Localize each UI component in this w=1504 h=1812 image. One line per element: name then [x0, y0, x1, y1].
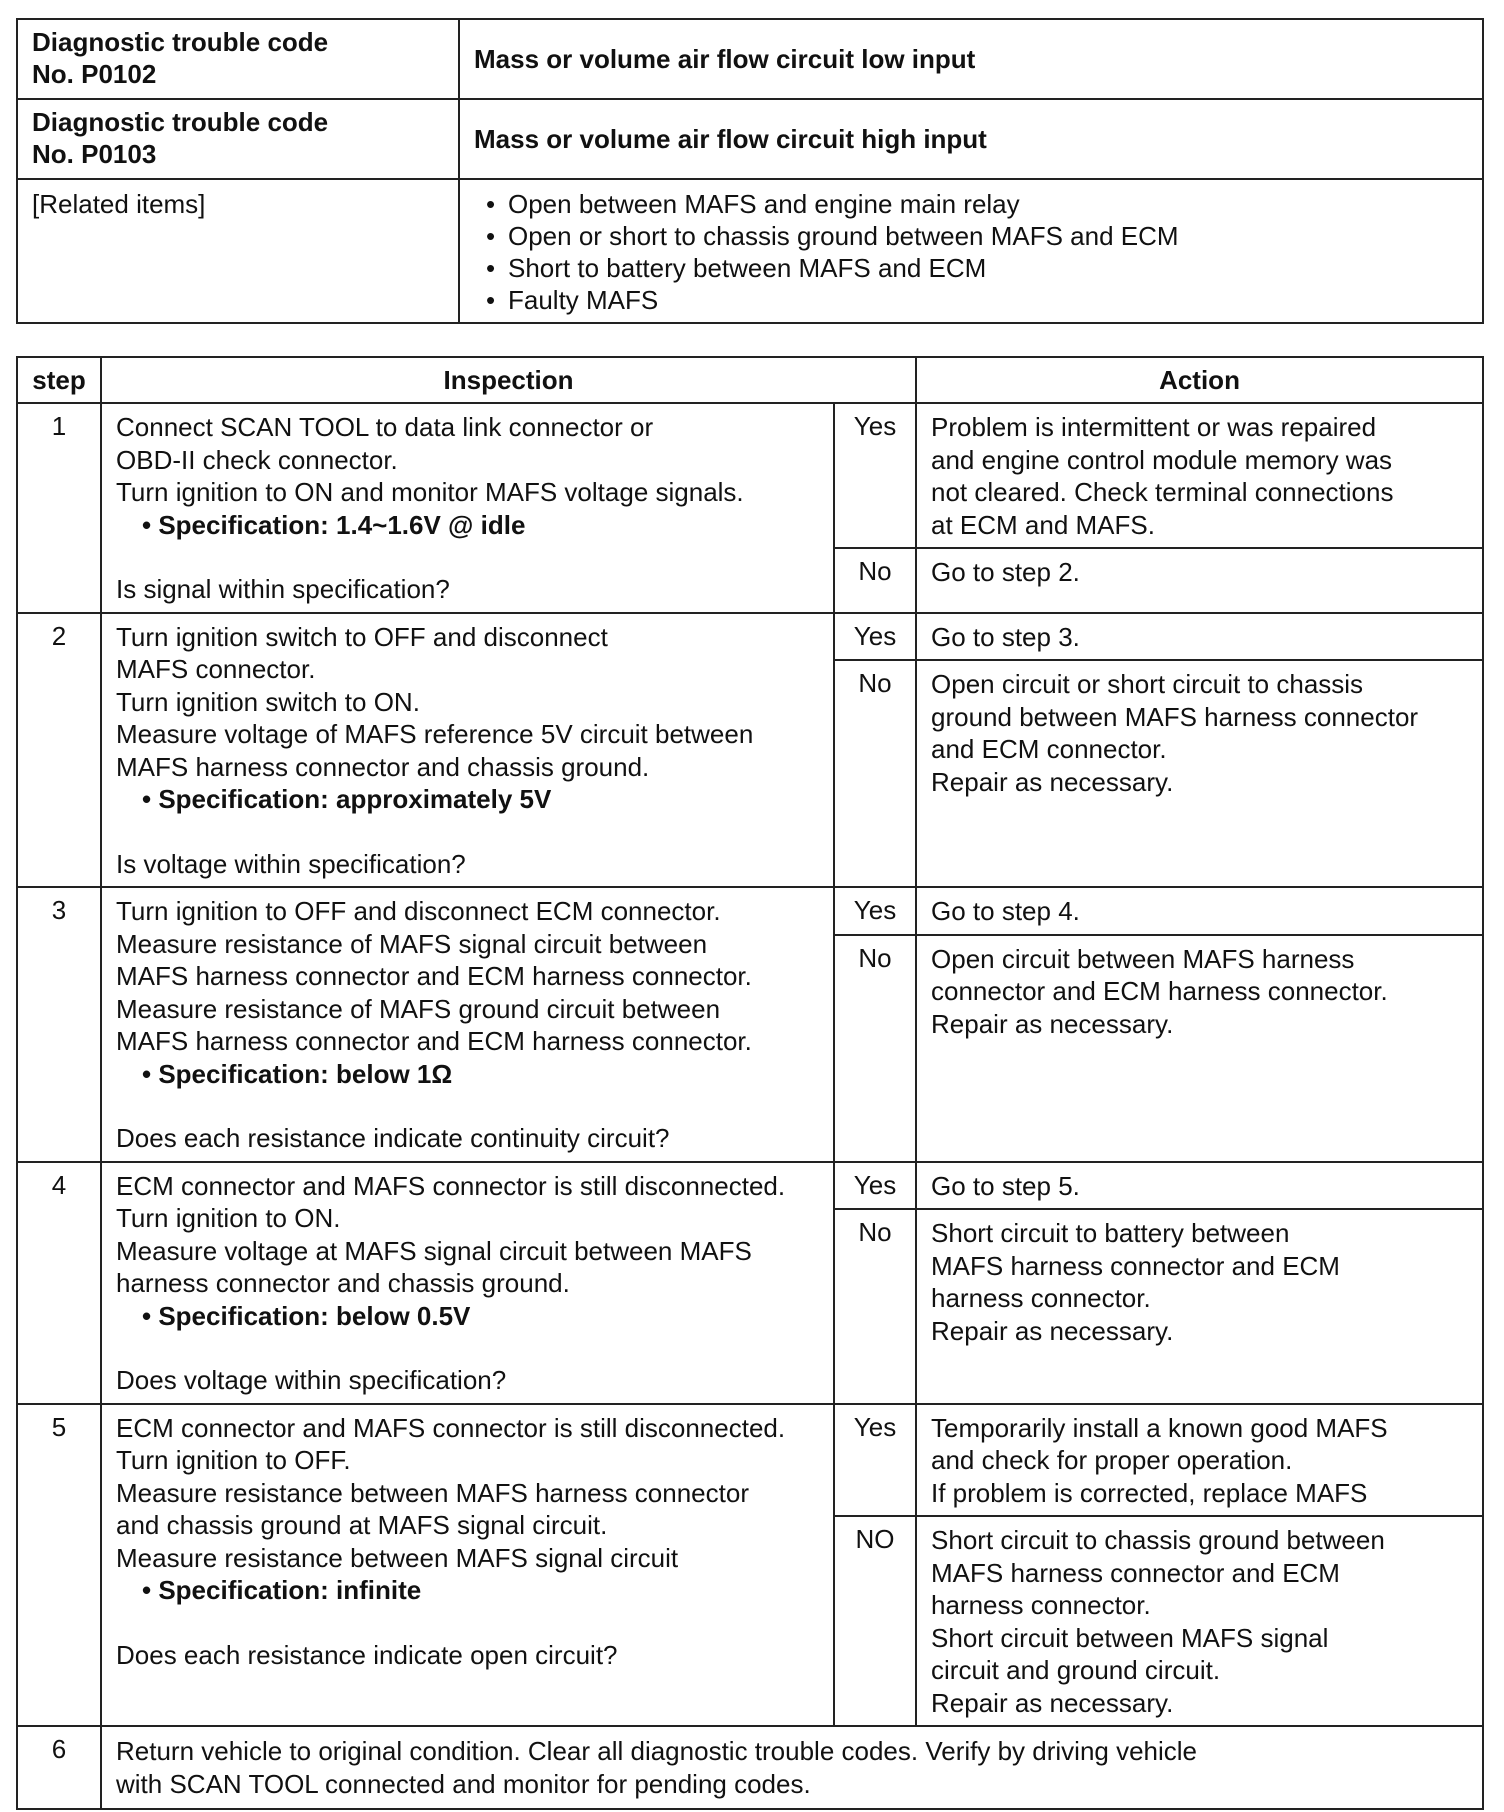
dtc-description: Mass or volume air flow circuit high input: [459, 99, 1483, 179]
action-line: Open circuit or short circuit to chassis: [931, 669, 1364, 699]
action-line: ground between MAFS harness connector: [931, 701, 1419, 732]
inspection-question: Does each resistance indicate continuity circuit?: [116, 1123, 670, 1153]
yes-action: [916, 887, 1483, 935]
action-line: Repair as necessary.: [931, 1008, 1174, 1039]
inspection-line: MAFS connector.: [116, 654, 316, 684]
inspection-line: Measure voltage of MAFS reference 5V circuit between: [116, 719, 754, 749]
no-action: [916, 548, 1483, 613]
dtc-code: No. P0103: [32, 139, 157, 169]
inspection-column-header: Inspection: [101, 357, 916, 403]
action-line: harness connector.: [931, 1590, 1151, 1620]
step-row: [17, 613, 1483, 661]
dtc-label: [17, 99, 459, 179]
inspection-line: harness connector and chassis ground.: [116, 1268, 570, 1298]
step-row: [17, 403, 1483, 548]
inspection-line: ECM connector and MAFS connector is still disconnected.: [116, 1170, 786, 1201]
inspection-line: Turn ignition switch to OFF and disconnect: [116, 621, 608, 652]
inspection-line: and chassis ground at MAFS signal circuit.: [116, 1510, 608, 1540]
action-line: and check for proper operation.: [931, 1445, 1293, 1475]
inspection-line: MAFS harness connector and ECM harness connector.: [116, 1026, 752, 1056]
inspection-line: Turn ignition to ON and monitor MAFS voltage signals.: [116, 477, 744, 507]
specification: • Specification: below 1Ω: [142, 1058, 453, 1089]
inspection-line: MAFS harness connector and chassis ground.: [116, 751, 650, 782]
no-label: No: [834, 548, 916, 613]
related-item: • Open or short to chassis ground between MAFS and ECM: [474, 220, 1468, 252]
specification: • Specification: below 0.5V: [142, 1300, 471, 1331]
action-line: Short circuit between MAFS signal: [931, 1622, 1329, 1653]
specification: • Specification: 1.4~1.6V @ idle: [142, 509, 526, 540]
inspection-line: OBD-II check connector.: [116, 444, 398, 475]
inspection-cell: [101, 1404, 834, 1727]
yes-label: Yes: [834, 1162, 916, 1210]
action-line: Open circuit between MAFS harness: [931, 943, 1355, 974]
inspection-line: Turn ignition to OFF.: [116, 1445, 351, 1475]
step-number: 1: [17, 403, 101, 613]
inspection-line: MAFS harness connector and ECM harness connector.: [116, 961, 752, 991]
dtc-label-line: Diagnostic trouble code: [32, 107, 329, 137]
step-number: 6: [17, 1726, 101, 1809]
no-action: [916, 935, 1483, 1162]
yes-label: Yes: [834, 403, 916, 548]
step-row: [17, 887, 1483, 935]
yes-action: [916, 1404, 1483, 1517]
action-line: Repair as necessary.: [931, 766, 1174, 797]
yes-label: Yes: [834, 613, 916, 661]
dtc-label: [17, 19, 459, 99]
related-item: • Open between MAFS and engine main relay: [474, 188, 1468, 220]
inspection-line: Measure voltage at MAFS signal circuit between MAFS: [116, 1235, 752, 1266]
step-number: 2: [17, 613, 101, 888]
action-line: connector and ECM harness connector.: [931, 976, 1388, 1006]
action-line: MAFS harness connector and ECM: [931, 1250, 1340, 1281]
related-items-list-cell: [459, 179, 1483, 323]
inspection-question: Is voltage within specification?: [116, 848, 466, 879]
dtc-code: No. P0102: [32, 59, 157, 89]
action-line: Short circuit to battery between: [931, 1218, 1290, 1248]
no-action: [916, 1516, 1483, 1726]
step-row: [17, 1404, 1483, 1517]
dtc-description: Mass or volume air flow circuit low input: [459, 19, 1483, 99]
inspection-line: Measure resistance between MAFS signal circuit: [116, 1542, 679, 1573]
related-item: • Short to battery between MAFS and ECM: [474, 252, 1468, 284]
action-line: not cleared. Check terminal connections: [931, 477, 1394, 507]
final-step-line: with SCAN TOOL connected and monitor for pending codes.: [116, 1768, 811, 1799]
dtc-label-line: Diagnostic trouble code: [32, 27, 329, 57]
final-step-row: [17, 1726, 1483, 1809]
inspection-line: Turn ignition to ON.: [116, 1203, 341, 1233]
action-column-header: Action: [916, 357, 1483, 403]
yes-action: [916, 613, 1483, 661]
inspection-table: [16, 356, 1484, 1810]
no-label: No: [834, 1209, 916, 1404]
yes-label: Yes: [834, 1404, 916, 1517]
action-line: Temporarily install a known good MAFS: [931, 1412, 1388, 1443]
no-action: [916, 660, 1483, 887]
action-line: Go to step 3.: [931, 621, 1080, 652]
dtc-row-p0102: [17, 19, 1483, 99]
yes-label: Yes: [834, 887, 916, 935]
step-number: 4: [17, 1162, 101, 1404]
inspection-line: Connect SCAN TOOL to data link connector or: [116, 412, 654, 442]
inspection-line: Measure resistance between MAFS harness connector: [116, 1477, 749, 1508]
inspection-line: ECM connector and MAFS connector is still disconnected.: [116, 1412, 786, 1443]
related-items-row: [17, 179, 1483, 323]
dtc-row-p0103: [17, 99, 1483, 179]
action-line: at ECM and MAFS.: [931, 509, 1155, 540]
related-items-label: [Related items]: [17, 179, 459, 323]
action-line: Repair as necessary.: [931, 1315, 1174, 1346]
action-line: and ECM connector.: [931, 734, 1167, 764]
action-line: If problem is corrected, replace MAFS: [931, 1477, 1368, 1508]
action-line: Go to step 5.: [931, 1170, 1080, 1201]
inspection-line: Turn ignition to OFF and disconnect ECM connector.: [116, 896, 721, 926]
inspection-question: Does voltage within specification?: [116, 1365, 507, 1395]
no-label: NO: [834, 1516, 916, 1726]
step-row: [17, 1162, 1483, 1210]
action-line: Repair as necessary.: [931, 1687, 1174, 1718]
action-line: circuit and ground circuit.: [931, 1655, 1221, 1685]
dtc-header-table: [16, 18, 1484, 324]
no-label: No: [834, 935, 916, 1162]
inspection-line: Turn ignition switch to ON.: [116, 686, 420, 717]
yes-action: [916, 403, 1483, 548]
inspection-line: Measure resistance of MAFS ground circuit between: [116, 993, 721, 1024]
specification: • Specification: infinite: [142, 1575, 422, 1605]
inspection-question: Does each resistance indicate open circuit?: [116, 1639, 618, 1670]
action-line: Short circuit to chassis ground between: [931, 1525, 1385, 1555]
action-line: MAFS harness connector and ECM: [931, 1557, 1340, 1588]
inspection-cell: [101, 613, 834, 888]
action-line: Problem is intermittent or was repaired: [931, 412, 1377, 442]
steps-body: [17, 403, 1483, 1726]
no-label: No: [834, 660, 916, 887]
action-line: Go to step 4.: [931, 896, 1080, 926]
step-column-header: step: [17, 357, 101, 403]
inspection-cell: [101, 1162, 834, 1404]
inspection-question: Is signal within specification?: [116, 574, 450, 604]
inspection-cell: [101, 887, 834, 1162]
table-header-row: [17, 357, 1483, 403]
step-number: 3: [17, 887, 101, 1162]
final-step-text: [101, 1726, 1483, 1809]
related-items-list: [474, 188, 1468, 316]
no-action: [916, 1209, 1483, 1404]
step-number: 5: [17, 1404, 101, 1727]
action-line: harness connector.: [931, 1283, 1151, 1313]
final-step-line: Return vehicle to original condition. Clear all diagnostic trouble codes. Verify by driving vehicle: [116, 1736, 1198, 1766]
action-line: and engine control module memory was: [931, 444, 1393, 475]
inspection-line: Measure resistance of MAFS signal circuit between: [116, 928, 708, 959]
related-item: • Faulty MAFS: [474, 284, 1468, 316]
specification: • Specification: approximately 5V: [142, 784, 552, 814]
action-line: Go to step 2.: [931, 557, 1080, 587]
yes-action: [916, 1162, 1483, 1210]
inspection-cell: [101, 403, 834, 613]
